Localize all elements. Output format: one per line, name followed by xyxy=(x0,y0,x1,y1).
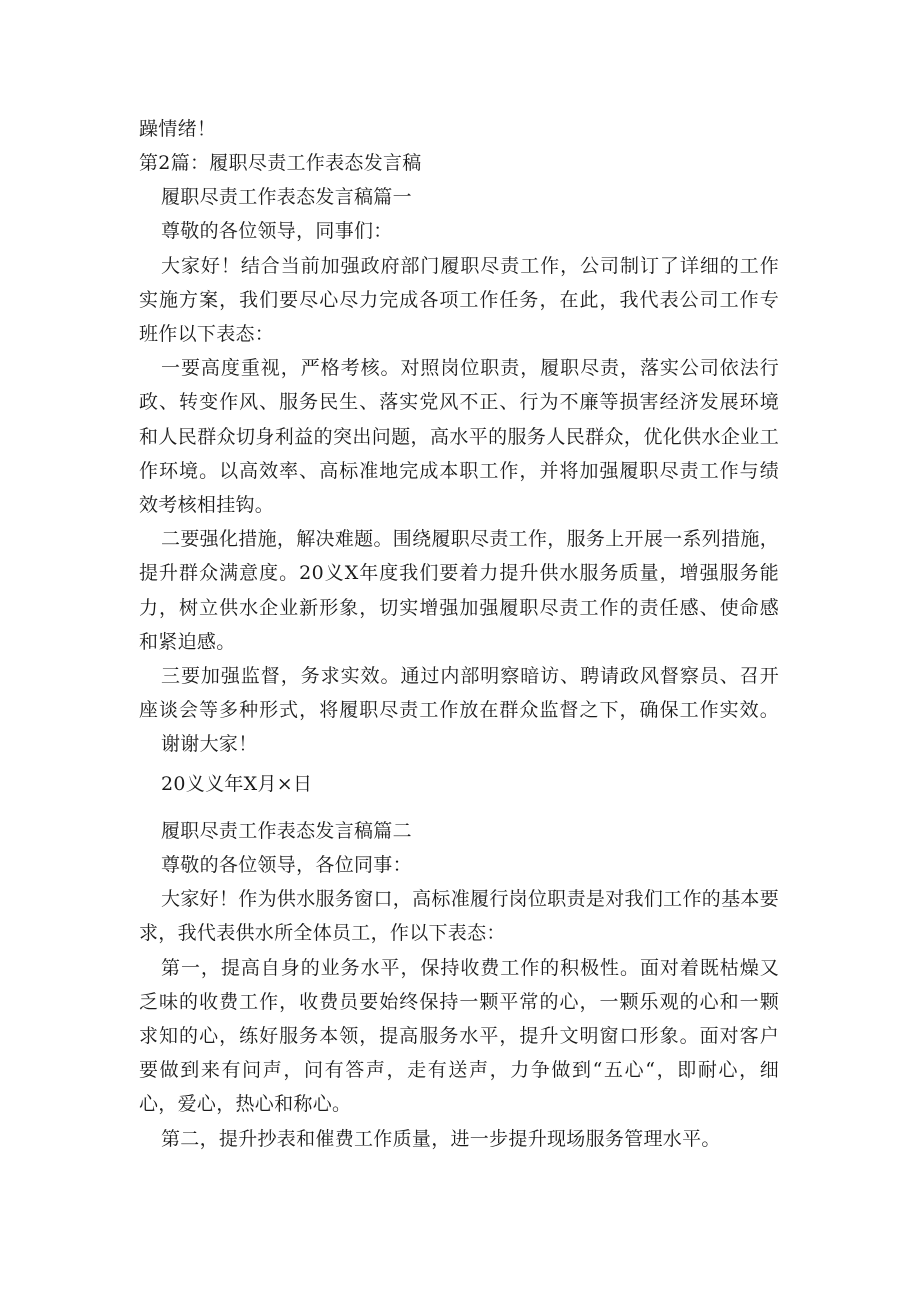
paragraph-line: 和人民群众切身利益的突出问题，高水平的服务人民群众，优化供水企业工 xyxy=(139,426,779,448)
speech-title-2: 履职尽责工作表态发言稿篇二 xyxy=(161,820,412,842)
paragraph-line: 政、转变作风、服务民生、落实党风不正、行为不廉等损害经济发展环境 xyxy=(139,391,779,413)
paragraph-line: 提升群众满意度。20义X年度我们要着力提升供水服务质量，增强服务能 xyxy=(139,562,779,584)
paragraph-line: 效考核相挂钩。 xyxy=(139,494,275,516)
closing-thanks: 谢谢大家！ xyxy=(161,733,258,755)
paragraph-line: 要做到来有问声，问有答声，走有送声，力争做到“五心“，即耐心，细 xyxy=(139,1059,779,1081)
paragraph-line: 第二，提升抄表和催费工作质量，进一步提升现场服务管理水平。 xyxy=(161,1128,721,1150)
paragraph-line: 求知的心，练好服务本领，提高服务水平，提升文明窗口形象。面对客户 xyxy=(139,1025,779,1047)
paragraph-line: 乏味的收费工作，收费员要始终保持一颗平常的心，一颗乐观的心和一颗 xyxy=(139,991,779,1013)
paragraph-line: 二要强化措施，解决难题。围绕履职尽责工作，服务上开展一系列措施， xyxy=(161,528,779,550)
paragraph-line: 作环境。以高效率、高标准地完成本职工作，并将加强履职尽责工作与绩 xyxy=(139,460,779,482)
paragraph-line: 三要加强监督，务求实效。通过内部明察暗访、聘请政风督察员、召开 xyxy=(161,665,779,687)
speech-title-1: 履职尽责工作表态发言稿篇一 xyxy=(161,186,412,208)
paragraph-line: 心，爱心，热心和称心。 xyxy=(139,1093,352,1115)
paragraph-line: 座谈会等多种形式，将履职尽责工作放在群众监督之下，确保工作实效。 xyxy=(139,699,779,721)
paragraph-line: 班作以下表态： xyxy=(139,323,275,345)
paragraph-line: 求，我代表供水所全体员工，作以下表态： xyxy=(139,922,506,944)
paragraph-line: 和紧迫感。 xyxy=(139,631,236,653)
salutation-2: 尊敬的各位领导，各位同事： xyxy=(161,854,412,876)
paragraph-line: 力，树立供水企业新形象，切实增强加强履职尽责工作的责任感、使命感 xyxy=(139,597,779,619)
date-line: 20义义年X月×日 xyxy=(161,773,313,795)
paragraph-line: 实施方案，我们要尽心尽力完成各项工作任务，在此，我代表公司工作专 xyxy=(139,289,779,311)
section-heading: 第2篇：履职尽责工作表态发言稿 xyxy=(139,152,422,174)
paragraph-line: 第一，提高自身的业务水平，保持收费工作的积极性。面对着既枯燥又 xyxy=(161,957,779,979)
paragraph-line: 大家好！结合当前加强政府部门履职尽责工作，公司制订了详细的工作 xyxy=(161,255,779,277)
salutation-1: 尊敬的各位领导，同事们： xyxy=(161,220,393,242)
paragraph-line: 一要高度重视，严格考核。对照岗位职责，履职尽责，落实公司依法行 xyxy=(161,357,779,379)
paragraph-line: 大家好！作为供水服务窗口，高标准履行岗位职责是对我们工作的基本要 xyxy=(161,888,779,910)
text-line-continuation: 躁情绪！ xyxy=(139,118,217,140)
